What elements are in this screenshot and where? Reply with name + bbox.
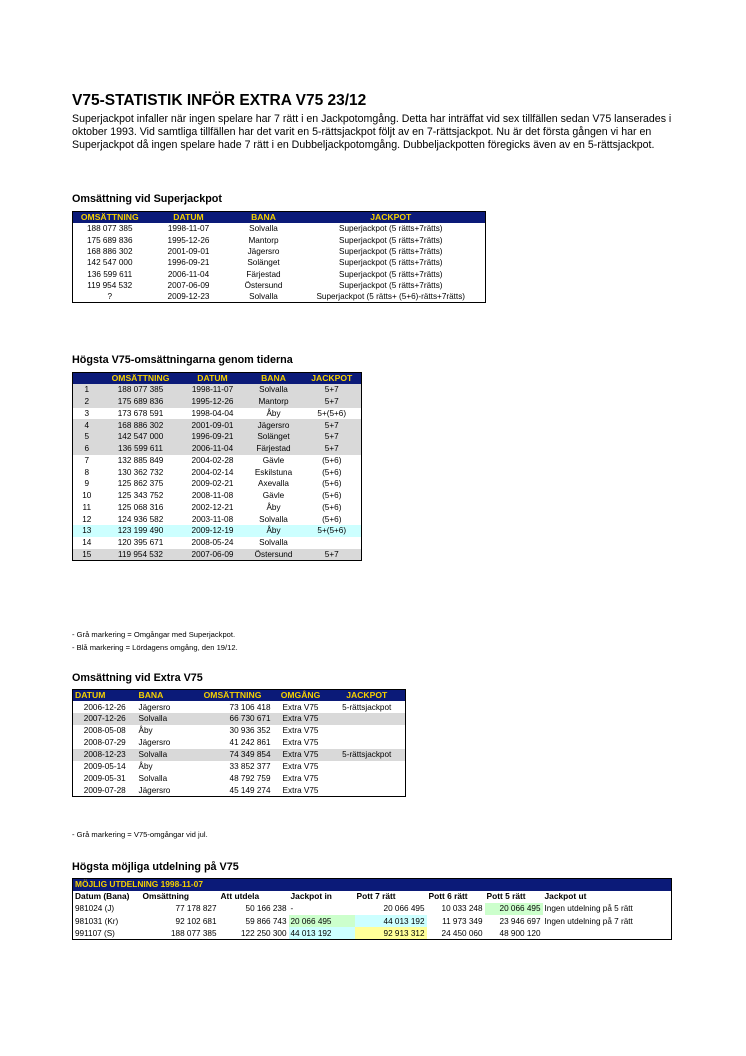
table-cell: Solvalla: [259, 538, 288, 548]
table-cell: 175 689 836: [86, 235, 133, 245]
table-cell: Gävle: [262, 455, 285, 465]
table-row: [73, 419, 362, 431]
table-cell: 30 936 352: [229, 726, 271, 736]
intro-paragraph: Superjackpot infaller när ingen spelare har 7 rätt i en Jackpotomgång. Detta har inträffat vid sex tillfällen sedan V75 lanserades i oktober 1993. Vid samtliga tillfällen har det varit en 5-rättsjackpot följt av en 7-rättsjackpot. Nu är det första gången vi har en Superjackpot då ingen spelare hade 7 rätt i en Dubbeljackpotomgång. Dubbeljackpotten föregicks även av en 5-rättsjackpot.: [72, 113, 672, 152]
table-cell: 2007-06-09: [181, 549, 245, 561]
table-cell: 13: [73, 525, 101, 537]
table-cell: Extra V75: [282, 726, 319, 736]
col-header: Att utdela: [220, 891, 260, 902]
col-header: JACKPOT: [329, 690, 406, 702]
table-row: [73, 490, 362, 502]
table-cell: 2008-05-08: [83, 726, 126, 736]
table-cell: 123 199 490: [101, 525, 181, 537]
table-cell: 74 349 854: [193, 749, 273, 761]
table-cell: 23 946 697: [499, 916, 541, 926]
table-cell: 11 973 349: [442, 916, 483, 926]
table-cell: Jägersro: [138, 702, 171, 712]
table-cell: Extra V75: [273, 713, 329, 725]
table-cell: 2002-12-21: [191, 502, 234, 512]
table-cell: Ingen utdelning på 7 rätt: [544, 916, 633, 926]
note: - Grå markering = V75-omgångar vid jul.: [72, 830, 208, 839]
table-row: [73, 257, 486, 268]
table-cell: 44 013 192: [355, 915, 427, 927]
table-cell: 2009-07-28: [83, 785, 126, 795]
table-cell: 15: [73, 549, 101, 561]
col-header: BANA: [231, 212, 297, 224]
table-cell: 2006-12-26: [83, 702, 126, 712]
table-row: [73, 537, 362, 549]
table-cell: 7: [84, 455, 90, 465]
col-header: JACKPOT: [297, 212, 486, 224]
table-cell: Solvalla: [249, 224, 278, 234]
table-cell: ?: [107, 292, 113, 302]
table-cell: 5+(5+6): [303, 525, 362, 537]
table-cell: Åby: [266, 408, 281, 418]
table-row: [73, 246, 486, 257]
table-cell: 41 242 861: [229, 738, 271, 748]
table-cell: 1998-04-04: [191, 408, 234, 418]
table-cell: 1995-12-26: [181, 396, 245, 408]
col-header: DATUM: [73, 690, 137, 702]
col-header: BANA: [245, 373, 303, 385]
table-cell: [329, 784, 406, 796]
table-cell: [329, 737, 406, 749]
col-header: DATUM: [181, 373, 245, 385]
table-cell: 2007-12-26: [73, 713, 137, 725]
col-header: OMSÄTTNING: [193, 690, 273, 702]
table-cell: 1998-11-07: [167, 224, 210, 234]
table-cell: 173 678 591: [117, 408, 164, 418]
table-row: [73, 396, 362, 408]
table-cell: 2009-12-19: [181, 525, 245, 537]
table-cell: 11: [82, 502, 91, 512]
table-row: [73, 927, 672, 939]
table-cell: Solvalla: [245, 384, 303, 396]
table-cell: 981024 (J): [75, 904, 115, 914]
table-cell: Östersund: [244, 281, 283, 291]
table-cell: [543, 927, 666, 939]
col-header: [73, 373, 101, 385]
table-cell: 5+(5+6): [317, 408, 347, 418]
section-title-highest: Högsta V75-omsättningarna genom tiderna: [72, 354, 293, 366]
table-cell: Eskilstuna: [254, 467, 293, 477]
table-cell: 136 599 611: [87, 269, 133, 279]
table-cell: Mantorp: [248, 235, 279, 245]
table-cell: 9: [84, 479, 90, 489]
table-cell: 125 343 752: [117, 491, 164, 501]
table-cell: 45 149 274: [229, 785, 271, 795]
col-header: Pott 5 rätt: [486, 891, 526, 902]
table-cell: 3: [84, 408, 90, 418]
table-cell: Superjackpot (5 rätts+7rätts): [338, 224, 443, 234]
table-cell: 6: [73, 443, 101, 455]
table-row: [73, 513, 362, 525]
table-row: [73, 223, 486, 234]
table-cell: 2009-05-14: [83, 761, 126, 771]
table-cell: Superjackpot (5 rätts+ (5+6)-rätts+7rätts): [316, 292, 466, 302]
col-header: Jackpot in: [290, 891, 332, 902]
table-cell: Jägersro: [138, 738, 171, 748]
table-row: [73, 737, 406, 749]
section-title-superjackpot: Omsättning vid Superjackpot: [72, 193, 222, 205]
col-header: JACKPOT: [303, 373, 362, 385]
table-cell: 132 885 849: [117, 455, 164, 465]
table-cell: 136 599 611: [101, 443, 181, 455]
table-row: [73, 269, 486, 280]
table-cell: Åby: [138, 726, 153, 736]
table-cell: (5+6): [322, 455, 342, 465]
table-cell: 50 166 238: [245, 904, 287, 914]
table-cell: [329, 761, 406, 773]
max-payout-table: [72, 878, 672, 940]
table-cell: [329, 725, 406, 737]
table-cell: 66 730 671: [193, 713, 273, 725]
table-cell: 188 077 385: [170, 928, 217, 938]
table-cell: 12: [82, 514, 92, 524]
table-cell: 24 450 060: [441, 928, 483, 938]
table-cell: 2009-05-31: [83, 773, 126, 783]
table-cell: Superjackpot (5 rätts+7rätts): [338, 247, 443, 257]
col-header: OMSÄTTNING: [101, 373, 181, 385]
table-cell: 125 862 375: [117, 479, 164, 489]
col-header: BANA: [137, 690, 193, 702]
col-header: DATUM: [147, 212, 231, 224]
table-cell: Solänget: [247, 258, 280, 268]
table-cell: Extra V75: [282, 738, 319, 748]
table-row: [73, 291, 486, 303]
table-cell: Extra V75: [282, 773, 319, 783]
table-cell: 125 068 316: [117, 502, 164, 512]
table-cell: 2008-12-23: [73, 749, 137, 761]
table-cell: 5+7: [303, 549, 362, 561]
table-cell: 33 852 377: [229, 761, 271, 771]
table-cell: 2004-02-28: [191, 455, 234, 465]
table-cell: Extra V75: [282, 785, 319, 795]
table-cell: Mantorp: [245, 396, 303, 408]
table-cell: 2006-11-04: [167, 269, 210, 279]
table-row: [73, 549, 362, 561]
note: - Grå markering = Omgångar med Superjackpot.: [72, 630, 236, 639]
table-cell: 92 102 681: [175, 916, 217, 926]
note: - Blå markering = Lördagens omgång, den 19/12.: [72, 643, 238, 652]
table-cell: 119 954 532: [87, 281, 133, 291]
table-row: [73, 234, 486, 245]
table-cell: Solvalla: [249, 292, 278, 302]
table-cell: 44 013 192: [289, 927, 355, 939]
table-cell: 8: [84, 467, 90, 477]
page-title: V75-STATISTIK INFÖR EXTRA V75 23/12: [72, 92, 367, 109]
section-title-max-payout: Högsta möjliga utdelning på V75: [72, 861, 239, 873]
table-cell: Jägersro: [247, 247, 280, 257]
table-cell: Solvalla: [138, 773, 168, 783]
col-header: Pott 7 rätt: [356, 891, 396, 902]
table-row: [73, 502, 362, 514]
table-cell: 5+7: [303, 443, 362, 455]
table-row: [73, 713, 406, 725]
table-cell: Åby: [245, 525, 303, 537]
table-cell: Åby: [138, 761, 153, 771]
table-cell: 59 866 743: [245, 916, 287, 926]
table-cell: Färjestad: [246, 269, 281, 279]
table-row: [73, 466, 362, 478]
table-cell: 10: [82, 491, 92, 501]
table-cell: -: [290, 904, 294, 914]
table-row: [73, 280, 486, 291]
table-row: [73, 443, 362, 455]
highest-turnover-table: [72, 372, 362, 561]
table-cell: 5+7: [303, 396, 362, 408]
section-title-extra: Omsättning vid Extra V75: [72, 672, 203, 684]
table-cell: 142 547 000: [86, 258, 133, 268]
table-row: [73, 478, 362, 490]
table-cell: Solvalla: [259, 514, 288, 524]
table-cell: 119 954 532: [101, 549, 181, 561]
col-header: OMGÅNG: [273, 690, 329, 702]
col-header: Pott 6 rätt: [428, 891, 468, 902]
table-row: [73, 915, 672, 927]
table-cell: 77 178 827: [175, 904, 217, 914]
table-row: [73, 761, 406, 773]
table-cell: 981031 (Kr): [75, 916, 119, 926]
table-cell: Solänget: [245, 431, 303, 443]
table-cell: 5-rättsjackpot: [342, 702, 392, 712]
table-cell: Extra V75: [273, 749, 329, 761]
table-cell: Solvalla: [137, 713, 193, 725]
col-header: Datum (Bana): [75, 891, 130, 902]
table-cell: 991107 (S): [75, 928, 115, 938]
table-cell: 5+7: [303, 431, 362, 443]
table-cell: Axevalla: [258, 479, 289, 489]
table-cell: 1995-12-26: [167, 235, 210, 245]
table-cell: 2004-02-14: [191, 467, 234, 477]
table-row: [73, 784, 406, 796]
table-row: [73, 431, 362, 443]
table-cell: 2003-11-08: [191, 514, 234, 524]
table-cell: Gävle: [262, 491, 285, 501]
table-cell: 48 792 759: [229, 773, 271, 783]
table-row: [73, 701, 406, 713]
table-row: [73, 525, 362, 537]
table-cell: 175 689 836: [101, 396, 181, 408]
table-cell: 188 077 385: [86, 224, 133, 234]
table-cell: 168 886 302: [86, 247, 133, 257]
table-cell: (5+6): [322, 491, 342, 501]
col-header: Jackpot ut: [544, 891, 587, 902]
table-cell: 4: [73, 419, 101, 431]
table-banner: MÖJLIG UTDELNING 1998-11-07: [73, 879, 289, 891]
table-cell: 122 250 300: [240, 928, 287, 938]
table-cell: Superjackpot (5 rätts+7rätts): [338, 258, 443, 268]
table-row: [73, 384, 362, 396]
table-cell: Solvalla: [137, 749, 193, 761]
table-cell: 142 547 000: [101, 431, 181, 443]
superjackpot-table: [72, 211, 486, 303]
table-cell: 1: [73, 384, 101, 396]
table-cell: 120 395 671: [117, 538, 164, 548]
table-row: [73, 903, 672, 915]
table-row: [73, 772, 406, 784]
table-cell: Jägersro: [138, 785, 171, 795]
table-cell: 73 106 418: [229, 702, 271, 712]
table-cell: 48 900 120: [499, 928, 541, 938]
table-cell: Jägersro: [245, 419, 303, 431]
table-cell: 20 066 495: [383, 904, 425, 914]
table-cell: 5-rättsjackpot: [329, 749, 406, 761]
table-cell: [329, 772, 406, 784]
table-cell: 5+7: [303, 419, 362, 431]
table-cell: 2007-06-09: [167, 281, 210, 291]
table-cell: 2008-07-29: [83, 738, 126, 748]
table-cell: Östersund: [245, 549, 303, 561]
table-cell: Superjackpot (5 rätts+7rätts): [338, 281, 443, 291]
table-cell: 188 077 385: [101, 384, 181, 396]
table-cell: [329, 713, 406, 725]
col-header: Omsättning: [142, 891, 190, 902]
table-cell: 1996-09-21: [167, 258, 210, 268]
table-cell: 5: [73, 431, 101, 443]
table-row: [73, 455, 362, 467]
table-cell: [303, 537, 362, 549]
table-cell: 2009-12-23: [167, 292, 210, 302]
table-row: [73, 725, 406, 737]
extra-v75-table: [72, 689, 406, 797]
table-cell: Ingen utdelning på 5 rätt: [544, 904, 633, 914]
table-cell: 2008-11-08: [191, 491, 234, 501]
table-cell: 2001-09-01: [181, 419, 245, 431]
table-cell: Färjestad: [245, 443, 303, 455]
table-cell: 14: [82, 538, 92, 548]
table-cell: Superjackpot (5 rätts+7rätts): [338, 235, 443, 245]
table-cell: 2: [73, 396, 101, 408]
table-cell: Extra V75: [282, 702, 319, 712]
table-cell: 1996-09-21: [181, 431, 245, 443]
table-cell: (5+6): [322, 479, 342, 489]
table-cell: 2008-05-24: [191, 538, 234, 548]
table-cell: 10 033 248: [441, 904, 483, 914]
table-cell: 124 936 582: [117, 514, 164, 524]
table-cell: 2001-09-01: [167, 247, 210, 257]
table-cell: 130 362 732: [117, 467, 164, 477]
table-cell: Extra V75: [282, 761, 319, 771]
table-cell: 2006-11-04: [181, 443, 245, 455]
table-cell: Åby: [266, 502, 281, 512]
table-cell: (5+6): [322, 467, 342, 477]
table-cell: 5+7: [303, 384, 362, 396]
table-cell: (5+6): [322, 514, 342, 524]
table-cell: Superjackpot (5 rätts+7rätts): [338, 269, 443, 279]
table-row: [73, 749, 406, 761]
table-cell: 20 066 495: [289, 915, 355, 927]
table-cell: 1998-11-07: [181, 384, 245, 396]
col-header: OMSÄTTNING: [73, 212, 147, 224]
table-cell: (5+6): [322, 502, 342, 512]
table-row: [73, 408, 362, 420]
table-cell: 168 886 302: [101, 419, 181, 431]
table-cell: 20 066 495: [485, 903, 543, 915]
table-cell: 92 913 312: [355, 927, 427, 939]
table-cell: 2009-02-21: [191, 479, 234, 489]
